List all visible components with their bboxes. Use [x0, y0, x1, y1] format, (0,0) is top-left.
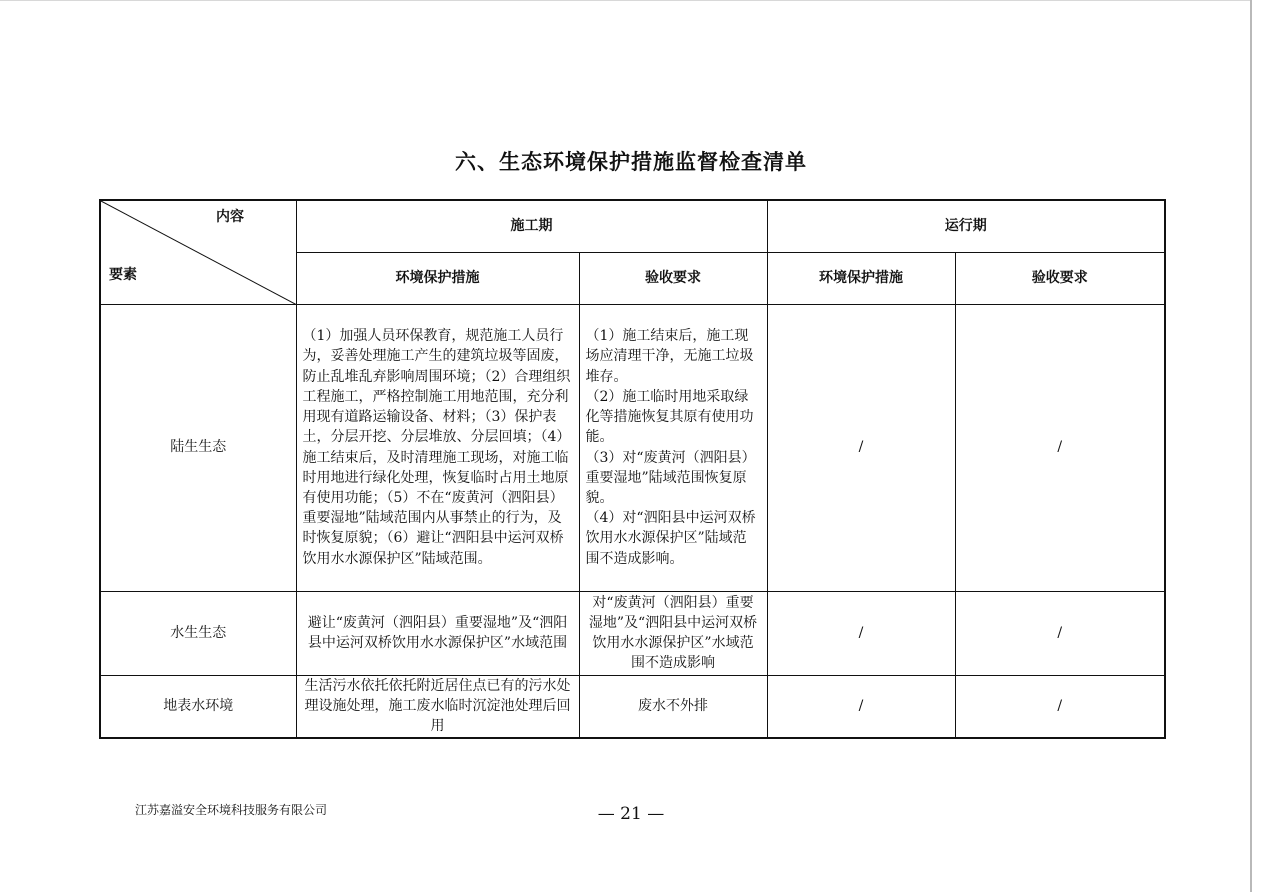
- diagonal-divider-line: [101, 201, 296, 304]
- table-row-aquatic-ecology: [100, 591, 1165, 675]
- construction-measures-cell: 避让“废黄河（泗阳县）重要湿地”及“泗阳县中运河双桥饮用水水源保护区”水域范围: [296, 591, 579, 675]
- element-cell: 水生生态: [100, 591, 296, 675]
- table-row-terrestrial-ecology: [100, 304, 1165, 591]
- page-top-border: [0, 0, 1252, 1]
- operation-acceptance-cell: /: [955, 591, 1165, 675]
- page-title: 六、生态环境保护措施监督检查清单: [455, 150, 807, 174]
- operation-period-header: 运行期: [767, 200, 1165, 252]
- operation-acceptance-header: 验收要求: [955, 252, 1165, 304]
- construction-acceptance-header: 验收要求: [579, 252, 767, 304]
- construction-measures-cell: 生活污水依托依托附近居住点已有的污水处理设施处理，施工废水临时沉淀池处理后回用: [296, 675, 579, 738]
- page-number: — 21 —: [597, 804, 665, 824]
- construction-acceptance-cell: 对“废黄河（泗阳县）重要湿地”及“泗阳县中运河双桥饮用水水源保护区”水域范围不造成影响: [579, 591, 767, 675]
- footer-company-name: 江苏嘉溢安全环境科技服务有限公司: [135, 803, 328, 817]
- construction-acceptance-cell: 废水不外排: [579, 675, 767, 738]
- operation-measures-cell: /: [767, 304, 955, 591]
- page-right-border: [1250, 0, 1252, 892]
- inspection-checklist-table: [99, 199, 1166, 739]
- table-row-surface-water: [100, 675, 1165, 738]
- operation-measures-cell: /: [767, 591, 955, 675]
- operation-acceptance-cell: /: [955, 675, 1165, 738]
- element-cell: 地表水环境: [100, 675, 296, 738]
- header-row-periods: [100, 200, 1165, 252]
- corner-content-label: 内容: [216, 209, 244, 225]
- construction-period-header: 施工期: [296, 200, 767, 252]
- construction-acceptance-cell: （1）施工结束后，施工现场应清理干净，无施工垃圾堆存。 （2）施工临时用地采取绿化等措施恢复其原有使用功能。 （3）对“废黄河（泗阳县）重要湿地”陆域范围恢复原貌。 （4）对“泗阳县中运河双桥饮用水水源保护区”陆域范围不造成影响。: [579, 304, 767, 591]
- operation-measures-header: 环境保护措施: [767, 252, 955, 304]
- construction-measures-header: 环境保护措施: [296, 252, 579, 304]
- element-cell: 陆生生态: [100, 304, 296, 591]
- construction-measures-cell: （1）加强人员环保教育，规范施工人员行为，妥善处理施工产生的建筑垃圾等固废，防止乱堆乱弃影响周围环境；（2）合理组织工程施工，严格控制施工用地范围，充分利用现有道路运输设备、材料；（3）保护表土，分层开挖、分层堆放、分层回填；（4）施工结束后，及时清理施工现场，对施工临时用地进行绿化处理，恢复临时占用土地原有使用功能；（5）不在“废黄河（泗阳县）重要湿地”陆域范围内从事禁止的行为，及时恢复原貌；（6）避让“泗阳县中运河双桥饮用水水源保护区”陆域范围。: [296, 304, 579, 591]
- operation-acceptance-cell: /: [955, 304, 1165, 591]
- operation-measures-cell: /: [767, 675, 955, 738]
- corner-element-label: 要素: [109, 267, 137, 283]
- corner-header-cell: [100, 200, 296, 304]
